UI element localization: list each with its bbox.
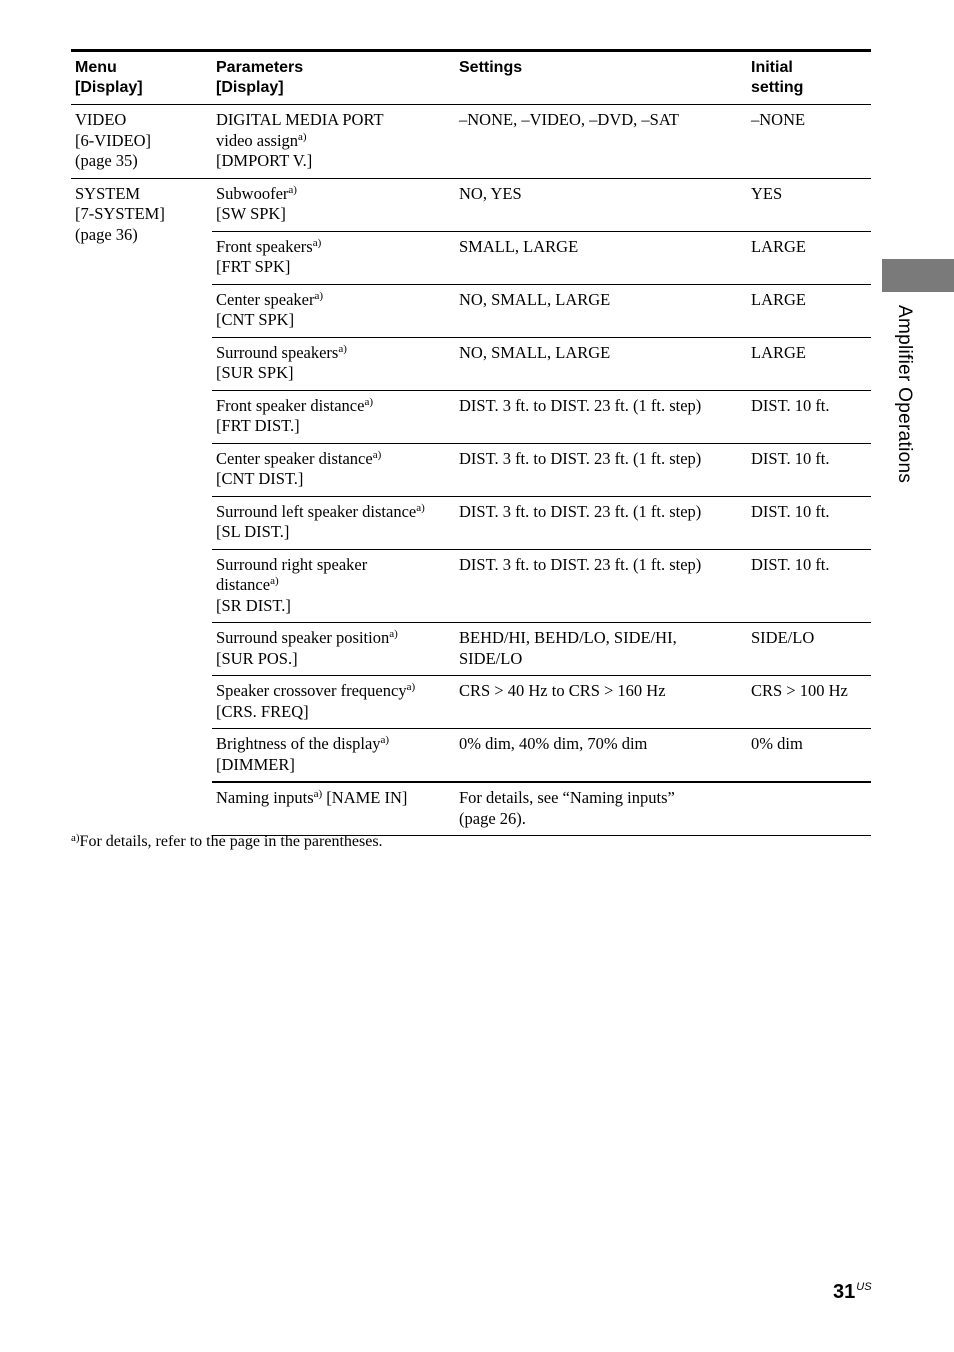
param-cell: Naming inputs$^{a)}$ [NAME IN] [212,782,455,836]
initial-cell: DIST. 10 ft. [747,496,871,549]
page-number: $31^{US}$ [833,1281,872,1303]
settings-cell: NO, YES [455,178,747,231]
table-header-row [71,51,871,105]
table-row [71,178,871,231]
settings-cell: DIST. 3 ft. to DIST. 23 ft. (1 ft. step) [455,549,747,623]
initial-cell: SIDE/LO [747,623,871,676]
param-cell: Front speaker distance$^{a)}$ [FRT DIST.] [212,390,455,443]
header-settings: Settings [455,51,747,105]
settings-cell: SMALL, LARGE [455,231,747,284]
initial-cell: CRS > 100 Hz [747,676,871,729]
param-cell: Surround speakers$^{a)}$ [SUR SPK] [212,337,455,390]
footnote-mark: a) [364,395,373,408]
header-initial-setting: Initial setting [747,51,871,105]
footnote-mark: a) [314,289,324,302]
param-cell: Subwoofer$^{a)}$ [SW SPK] [212,178,455,231]
footnote-mark: a) [270,575,279,587]
footnote: $^{a)}$For details, refer to the page in the parentheses. [71,832,383,850]
settings-cell: DIST. 3 ft. to DIST. 23 ft. (1 ft. step) [455,443,747,496]
menu-cell-system: SYSTEM [7-SYSTEM] (page 36) [71,178,212,836]
param-cell: Surround left speaker distance$^{a)}$ [SL DIST.] [212,496,455,549]
initial-cell: LARGE [747,284,871,337]
section-tab-marker [882,259,954,292]
settings-cell: NO, SMALL, LARGE [455,284,747,337]
param-cell: Center speaker distance$^{a)}$ [CNT DIST.] [212,443,455,496]
header-menu: Menu [Display] [71,51,212,105]
param-cell: Surround right speaker distance$^{a)}$ [SR DIST.] [212,549,455,623]
footnote-mark: a) [312,236,322,249]
param-cell: Surround speaker position$^{a)}$ [SUR POS.] [212,623,455,676]
footnote-mark: a) [380,734,390,746]
initial-cell [747,782,871,836]
settings-table [71,49,871,836]
header-parameters: Parameters [Display] [212,51,455,105]
footnote-mark: a) [313,788,323,800]
initial-cell: LARGE [747,337,871,390]
footnote-mark: a) [288,183,297,196]
initial-cell: –NONE [747,105,871,179]
settings-cell: DIST. 3 ft. to DIST. 23 ft. (1 ft. step) [455,390,747,443]
settings-cell: CRS > 40 Hz to CRS > 160 Hz [455,676,747,729]
footnote-mark: a) [372,448,382,461]
param-cell: Brightness of the display$^{a)}$ [DIMMER] [212,729,455,783]
settings-cell: BEHD/HI, BEHD/LO, SIDE/HI, SIDE/LO [455,623,747,676]
footnote-mark: a) [406,681,416,693]
menu-cell-video: VIDEO [6-VIDEO] (page 35) [71,105,212,179]
initial-cell: DIST. 10 ft. [747,390,871,443]
settings-cell: –NONE, –VIDEO, –DVD, –SAT [455,105,747,179]
settings-cell: For details, see “Naming inputs” (page 26). [455,782,747,836]
footnote-mark: a) [389,628,398,640]
footnote-mark: a) [338,342,347,355]
settings-cell: DIST. 3 ft. to DIST. 23 ft. (1 ft. step) [455,496,747,549]
initial-cell: 0% dim [747,729,871,783]
param-cell: Center speaker$^{a)}$ [CNT SPK] [212,284,455,337]
param-cell: DIGITAL MEDIA PORT video assign$^{a)}$ [DMPORT V.] [212,105,455,179]
footnote-mark: a) [298,130,307,143]
initial-cell: YES [747,178,871,231]
footnote-mark: a) [416,501,425,514]
table-row-video [71,105,871,179]
settings-cell: 0% dim, 40% dim, 70% dim [455,729,747,783]
settings-cell: NO, SMALL, LARGE [455,337,747,390]
section-side-label: Amplifier Operations [894,305,915,484]
param-cell: Front speakers$^{a)}$ [FRT SPK] [212,231,455,284]
initial-cell: DIST. 10 ft. [747,549,871,623]
initial-cell: LARGE [747,231,871,284]
initial-cell: DIST. 10 ft. [747,443,871,496]
param-cell: Speaker crossover frequency$^{a)}$ [CRS. FREQ] [212,676,455,729]
